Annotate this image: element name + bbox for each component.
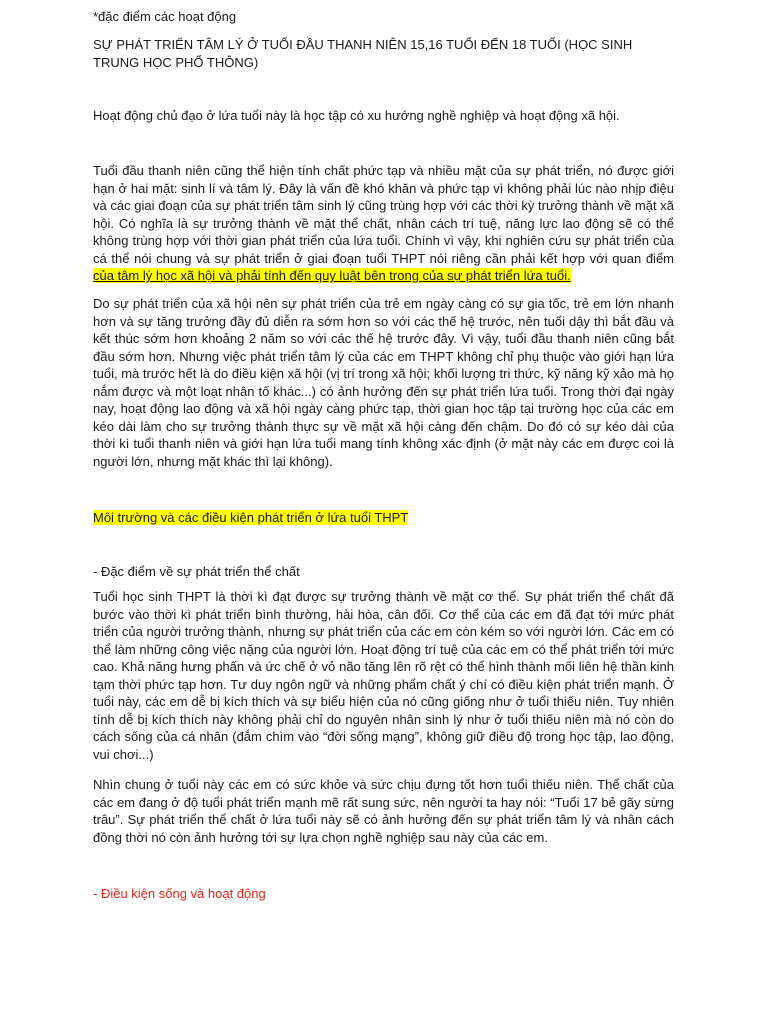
- environment-highlight: Môi trường và các điều kiện phát triển ở lứa tuổi THPT: [93, 510, 409, 525]
- activities-heading: *đặc điểm các hoạt động: [93, 9, 237, 24]
- environment-section-heading: [93, 509, 408, 527]
- living-conditions-subheading: - Điều kiện sống và hoạt động: [93, 886, 266, 901]
- health-paragraph: Nhìn chung ở tuổi này các em có sức khỏe và sức chịu đựng tốt hơn tuổi thiếu niên. Thể chất của các em đang ở độ tuổi phát triển mạnh mẽ rất sung sức, nên người ta hay nói: “Tuổi 17 bẻ gãy sừng trâu”. Sự phát triển thể chất ở lứa tuổi này sẽ có ảnh hưởng đến sự phát triển tâm lý và nhân cách đồng thời nó còn ảnh hưởng tới sự lựa chọn nghề nghiệp sau này của các em.: [93, 777, 674, 845]
- physical-paragraph: Tuổi học sinh THPT là thời kì đạt được sự trưởng thành về mặt cơ thể. Sự phát triển thể chất đã bước vào thời kì phát triển bình thường, hài hòa, cân đối. Cơ thể của các em đã đạt tới mức phát triển của người trưởng thành, nhưng sự phát triển của các em còn kém so với người lớn. Các em có thể làm những công việc nặng của người lớn. Hoạt động trí tuệ của các em có thể phát triển tới mức cao. Khả năng hưng phấn và ức chế ở vỏ não tăng lên rõ rệt có thể hình thành mối liên hệ thần kinh tạm thời phức tạp hơn. Tư duy ngôn ngữ và những phẩm chất ý chí có điều kiện phát triển mạnh. Ở tuổi này, các em dễ bị kích thích và sự biểu hiện của nó cũng giống như ở tuổi thiếu niên. Tuy nhiên tính dễ bị kích thích này không phải chỉ do nguyên nhân sinh lý như ở tuổi thiếu niên mà nó còn do cách sống của cá nhân (đắm chìm vào “đời sống mạng”, không giữ điều độ trong học tập, lao động, vui chơi...): [93, 589, 674, 762]
- lead-activity-paragraph: Hoạt động chủ đạo ở lứa tuổi này là học tập có xu hướng nghề nghiệp và hoạt động xã hội.: [93, 108, 620, 123]
- document-title: SỰ PHÁT TRIỂN TÂM LÝ Ở TUỔI ĐẦU THANH NIÊN 15,16 TUỔI ĐẾN 18 TUỔI (HỌC SINH TRUNG HỌC PHỔ THÔNG): [93, 37, 633, 70]
- society-paragraph: Do sự phát triển của xã hội nên sự phát triển của trẻ em ngày càng có sự gia tốc, trẻ em lớn nhanh hơn và sự tăng trưởng đầy đủ diễn ra sớm hơn so với các thế hệ trước, nên tuổi dậy thì bắt đầu và kết thúc sớm hơn khoảng 2 năm so với các thế hệ trước đây. Vì vậy, tuổi đầu thanh niên cũng bắt đầu sớm hơn. Nhưng việc phát triển tâm lý của các em THPT không chỉ phụ thuộc vào giới hạn lứa tuổi, mà trước hết là do điều kiện xã hội (vị trí trong xã hội; khối lượng tri thức, kỹ năng kỹ xảo mà họ nắm được và một loạt nhân tố khác...) có ảnh hưởng đến sự phát triển lứa tuổi. Trong thời đại ngày nay, hoạt động lao động và xã hội ngày càng phức tạp, thời gian học tập tại trường học của các em kéo dài làm cho sự trưởng thành thực sự về mặt xã hội càng đến chậm. Do đó có sự kéo dài của thời kì tuổi thanh niên và giới hạn lứa tuổi mang tính không xác định (ở mặt này các em được coi là người lớn, nhưng mặt khác thì lại không).: [93, 296, 674, 469]
- complexity-paragraph: [93, 162, 674, 285]
- complexity-highlight: của tâm lý học xã hội và phải tính đến quy luật bên trong của sự phát triển lứa tuổi.: [93, 268, 571, 283]
- complexity-text: Tuổi đầu thanh niên cũng thể hiện tính chất phức tạp và nhiều mặt của sự phát triển, nó được giới hạn ở hai mặt: sinh lí và tâm lý. Đây là vấn đề khó khăn và phức tạp vì không phải lúc nào nhịp điệu và các giai đoạn của sự phát triển tâm sinh lý cũng trùng hợp với các thời kỳ trưởng thành về mặt xã hội. Có nghĩa là sự trưởng thành về mặt thể chất, nhân cách trí tuệ, năng lực lao động sẽ có thể không trùng hợp với thời gian phát triển của lứa tuổi. Chính vì vậy, khi nghiên cứu sự phát triển của cá thể nói chung và sự phát triển ở giai đoạn tuổi THPT nói riêng cần phải kết hợp với quan điểm: [93, 163, 674, 266]
- physical-subheading: - Đặc điểm về sự phát triển thể chất: [93, 564, 300, 579]
